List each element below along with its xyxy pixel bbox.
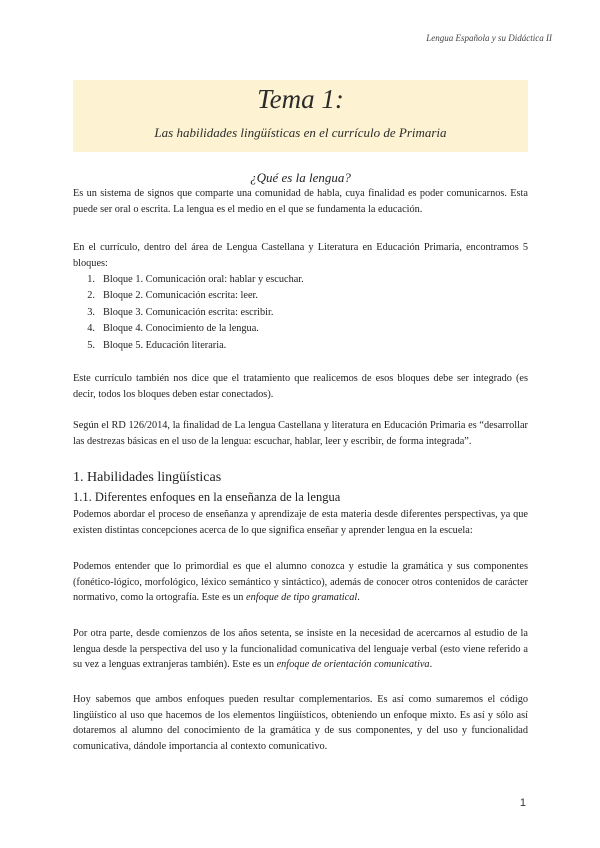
paragraph-end: . (429, 659, 433, 671)
emphasis-text: enfoque de orientación comunicativa (276, 659, 430, 671)
list-item (73, 288, 528, 304)
rd-paragraph: Según el RD 126/2014, la finalidad de La lengua Castellana y literatura en Educación Primaria es “desarrollar las destrezas básicas en el uso de la lengua: escuchar, hablar, leer y escribir, de forma integrada”. (73, 420, 528, 447)
list-item (73, 338, 528, 354)
list-number: 3. (87, 306, 95, 318)
paragraph-text: Podemos entender que lo primordial es que el alumno conozca y estudie la gramática y sus componentes (fonético-lógico, morfológico, léxico semántico y sintáctico), además de conocer otros contenidos de carácter normativo, como la ortografía. Este es un (73, 561, 528, 604)
list-item (73, 321, 528, 337)
paragraph-end: . (357, 592, 360, 604)
section-heading: 1. Habilidades lingüísticas (73, 470, 222, 485)
list-text: Bloque 1. Comunicación oral: hablar y escuchar. (103, 274, 304, 285)
list-item (73, 272, 528, 288)
list-item (73, 305, 528, 321)
paragraph-text: Por otra parte, desde comienzos de los años setenta, se insiste en la necesidad de acercarnos al estudio de la lengua desde la perspectiva del uso y la funcionalidad comunicativa del lenguaje verbal (esto viene referido a su vez a lenguas extranjeras también). Este es un (73, 628, 528, 671)
page-title: Tema 1: (257, 84, 344, 114)
list-text: Bloque 4. Conocimiento de la lengua. (103, 323, 259, 335)
grammatical-paragraph (73, 559, 528, 606)
mixed-approach-paragraph: Hoy sabemos que ambos enfoques pueden resultar complementarios. Es así como sumaremos el código lingüístico al uso que hacemos de los elementos lingüísticos, obteniendo un enfoque mixto. Es así y sólo así dotaremos al alumno del conocimiento de la gramática y de sus componentes, y del uso y funcionalidad comunicativa, dándole importancia al contexto comunicativo. (73, 694, 528, 753)
list-number: 5. (87, 339, 95, 351)
communicative-paragraph (73, 626, 528, 673)
list-number: 2. (87, 290, 95, 302)
approaches-paragraph: Podemos abordar el proceso de enseñanza y aprendizaje de esta materia desde diferentes perspectivas, ya que existen distintas concepciones acerca de lo que significa enseñar y aprender lengua en la escuela: (73, 509, 528, 536)
emphasis-text: enfoque de tipo gramatical (246, 592, 358, 604)
list-number: 1. (87, 274, 95, 285)
list-text: Bloque 3. Comunicación escrita: escribir. (103, 306, 274, 318)
list-number: 4. (87, 323, 95, 335)
blocks-list (73, 272, 528, 354)
question-heading: ¿Qué es la lengua? (250, 170, 351, 185)
list-text: Bloque 5. Educación literaria. (103, 339, 227, 351)
definition-paragraph: Es un sistema de signos que comparte una comunidad de habla, cuya finalidad es poder comunicarnos. Esta puede ser oral o escrita. La lengua es el medio en el que se fundamenta la educación. (73, 188, 528, 215)
title-banner (73, 80, 528, 152)
integrated-paragraph: Este currículo también nos dice que el tratamiento que realicemos de esos bloques debe ser integrado (es decir, todos los bloques deben estar conectados). (73, 373, 528, 400)
subsection-heading: 1.1. Diferentes enfoques en la enseñanza de la lengua (73, 490, 341, 504)
list-text: Bloque 2. Comunicación escrita: leer. (103, 290, 258, 302)
page-number: 1 (519, 797, 526, 809)
curriculum-intro: En el currículo, dentro del área de Lengua Castellana y Literatura en Educación Primaria, encontramos 5 bloques: (73, 242, 528, 269)
running-header: Lengua Española y su Didáctica II (426, 33, 552, 43)
page-subtitle: Las habilidades lingüísticas en el currículo de Primaria (154, 125, 447, 140)
